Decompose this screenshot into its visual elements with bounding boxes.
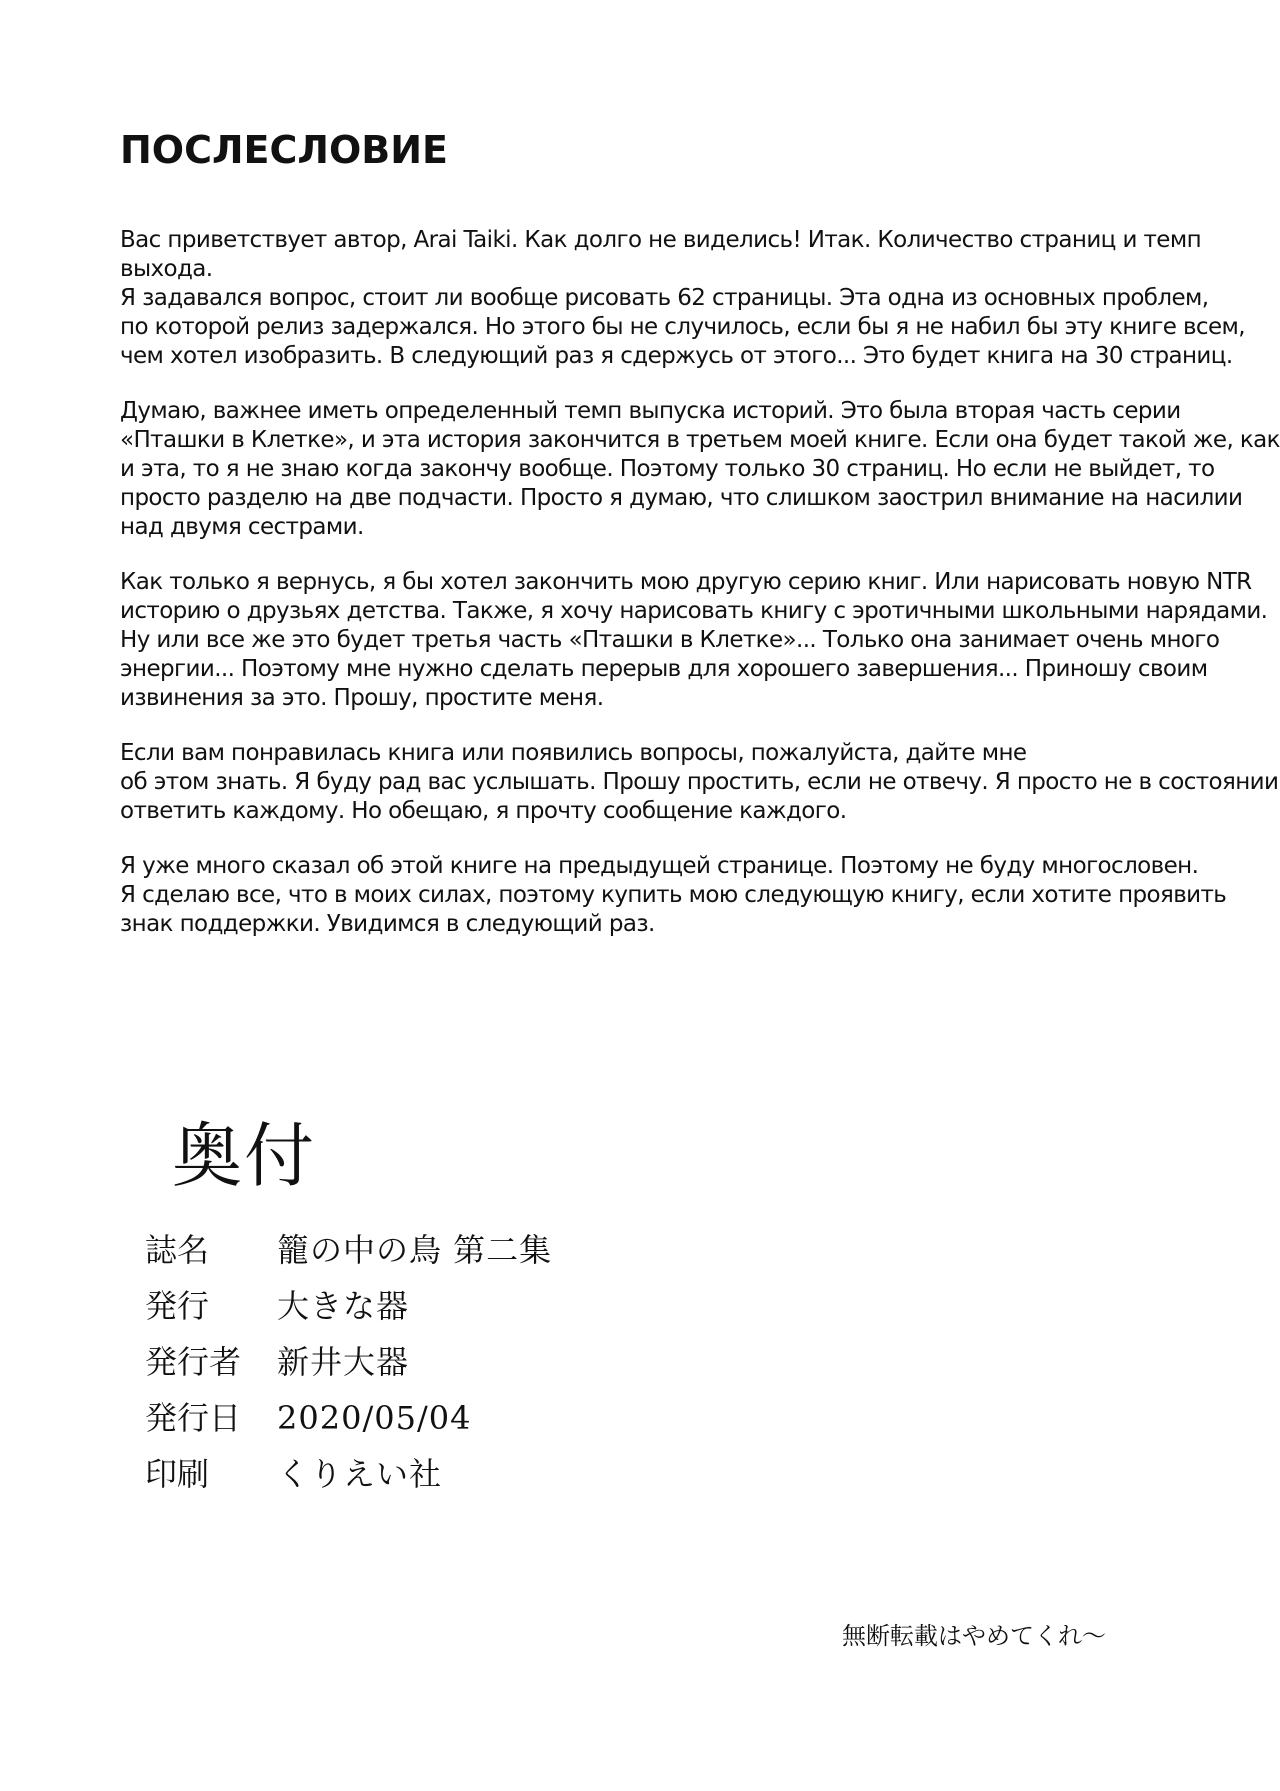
paragraph-line: по которой релиз задержался. Но этого бы не случилось, если бы я не набил бы эту книге всем, bbox=[120, 313, 1245, 340]
afterword-paragraph bbox=[120, 739, 1279, 826]
paragraph-line: выхода. bbox=[120, 255, 213, 282]
colophon-value: くりえい社 bbox=[277, 1455, 443, 1493]
afterword-paragraph bbox=[120, 852, 1227, 939]
colophon-label: 誌名 bbox=[145, 1231, 210, 1269]
paragraph-line: Я уже много сказал об этой книге на предыдущей странице. Поэтому не буду многословен. bbox=[120, 852, 1199, 879]
paragraph-line: извинения за это. Прошу, простите меня. bbox=[120, 684, 604, 711]
colophon-section bbox=[145, 1115, 1045, 1505]
afterword-paragraph bbox=[120, 226, 1245, 371]
colophon-row bbox=[145, 1225, 1045, 1281]
colophon-row bbox=[145, 1449, 1045, 1505]
paragraph-line: Ну или все же это будет третья часть «Пташки в Клетке»... Только она занимает очень много bbox=[120, 626, 1220, 653]
paragraph-line: об этом знать. Я буду рад вас услышать. Прошу простить, если не отвечу. Я просто не в состоянии bbox=[120, 768, 1279, 795]
colophon-label: 発行者 bbox=[145, 1343, 242, 1381]
paragraph-line: энергии... Поэтому мне нужно сделать перерыв для хорошего завершения... Приношу своим bbox=[120, 655, 1208, 682]
paragraph-line: «Пташки в Клетке», и эта история закончится в третьем моей книге. Если она будет такой же, как bbox=[120, 426, 1280, 453]
afterword-paragraph bbox=[120, 397, 1280, 542]
afterword-title: ПОСЛЕСЛОВИЕ bbox=[120, 128, 448, 172]
colophon-row bbox=[145, 1393, 1045, 1449]
colophon-value: 2020/05/04 bbox=[277, 1399, 472, 1437]
paragraph-line: Вас приветствует автор, Arai Taiki. Как долго не виделись! Итак. Количество страниц и темп bbox=[120, 226, 1202, 253]
paragraph-line: Как только я вернусь, я бы хотел закончить мою другую серию книг. Или нарисовать новую NTR bbox=[120, 568, 1252, 595]
colophon-label: 発行日 bbox=[145, 1399, 242, 1437]
paragraph-line: Я задавался вопрос, стоит ли вообще рисовать 62 страницы. Эта одна из основных проблем, bbox=[120, 284, 1209, 311]
footer-note: 無断転載はやめてくれ〜 bbox=[842, 1622, 1106, 1650]
afterword-paragraph bbox=[120, 568, 1268, 713]
paragraph-line: над двумя сестрами. bbox=[120, 513, 364, 540]
paragraph-line: Думаю, важнее иметь определенный темп выпуска историй. Это была вторая часть серии bbox=[120, 397, 1181, 424]
colophon-title: 奥付 bbox=[172, 1115, 316, 1197]
colophon-value: 新井大器 bbox=[277, 1343, 410, 1381]
paragraph-line: историю о друзьях детства. Также, я хочу нарисовать книгу с эротичными школьными нарядами. bbox=[120, 597, 1268, 624]
paragraph-line: Если вам понравилась книга или появились вопросы, пожалуйста, дайте мне bbox=[120, 739, 1027, 766]
afterword-section bbox=[120, 128, 1280, 965]
paragraph-line: и эта, то я не знаю когда закончу вообще. Поэтому только 30 страниц. Но если не выйдет, то bbox=[120, 455, 1215, 482]
colophon-label: 発行 bbox=[145, 1287, 210, 1325]
paragraph-line: Я сделаю все, что в моих силах, поэтому купить мою следующую книгу, если хотите проявить bbox=[120, 881, 1227, 908]
colophon-value: 籠の中の鳥 第二集 bbox=[277, 1231, 553, 1269]
paragraph-line: ответить каждому. Но обещаю, я прочту сообщение каждого. bbox=[120, 797, 847, 824]
paragraph-line: просто разделю на две подчасти. Просто я думаю, что слишком заострил внимание на насилии bbox=[120, 484, 1243, 511]
colophon-label: 印刷 bbox=[145, 1455, 210, 1493]
colophon-value: 大きな器 bbox=[277, 1287, 410, 1325]
paragraph-line: знак поддержки. Увидимся в следующий раз. bbox=[120, 910, 655, 937]
colophon-row bbox=[145, 1337, 1045, 1393]
colophon-row bbox=[145, 1281, 1045, 1337]
paragraph-line: чем хотел изобразить. В следующий раз я сдержусь от этого... Это будет книга на 30 страниц. bbox=[120, 342, 1233, 369]
